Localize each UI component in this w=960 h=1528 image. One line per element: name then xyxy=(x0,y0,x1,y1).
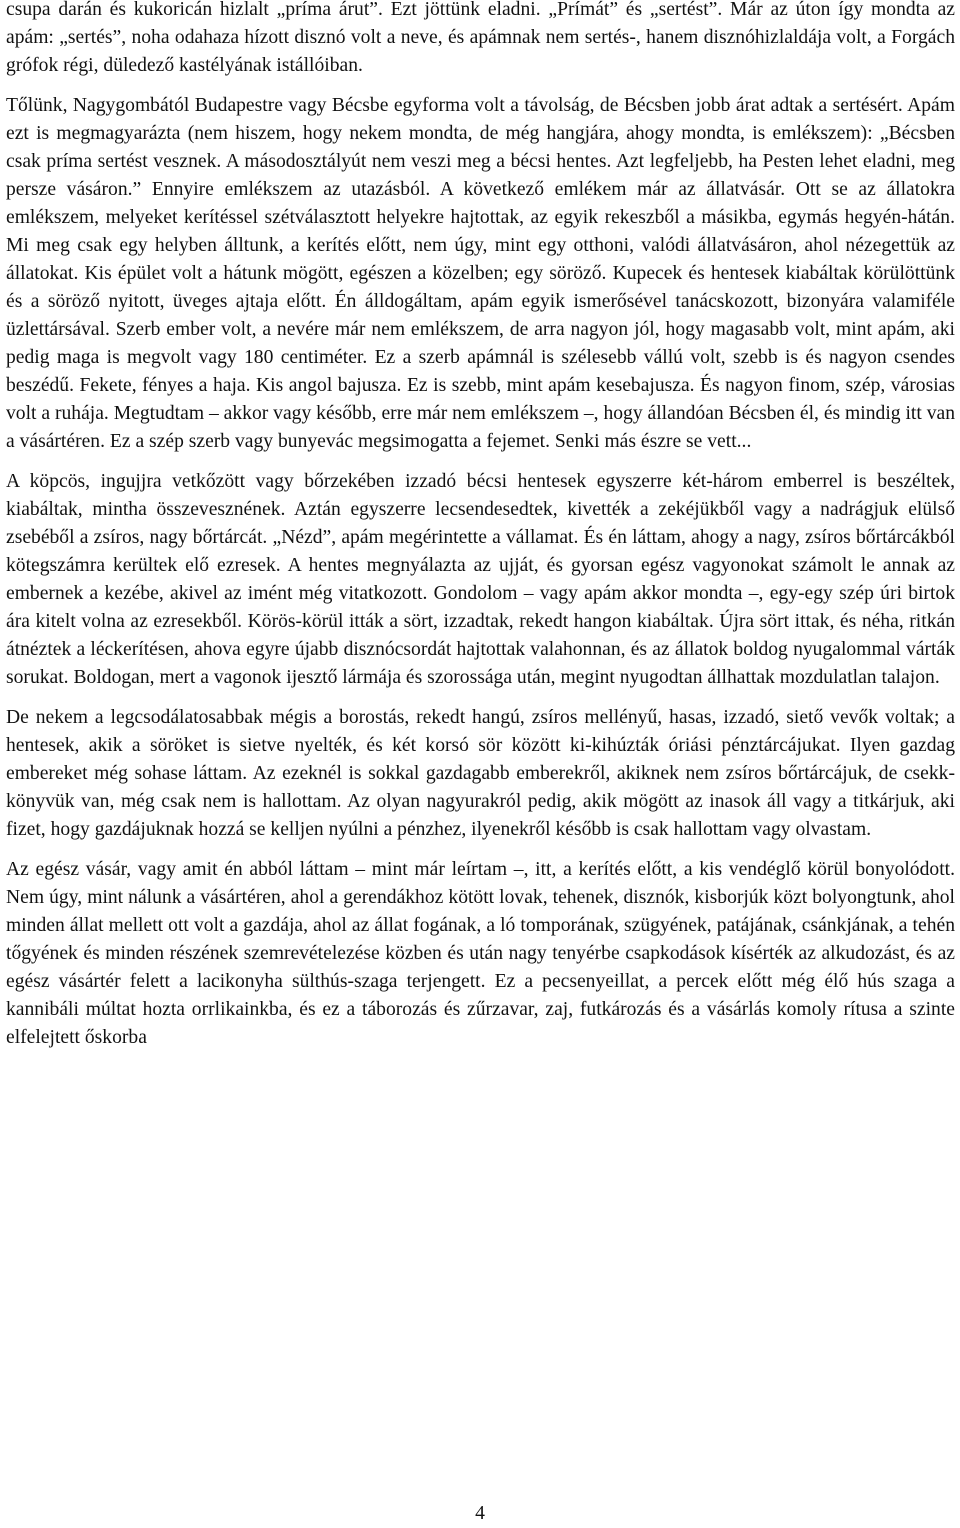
paragraph-5: Az egész vásár, vagy amit én abból láttam – mint már leírtam –, itt, a kerítés előtt, a kis vendéglő körül bonyolódott. Nem úgy, mint nálunk a vásártéren, ahol a gerendákhoz kötött lovak, tehenek, disznók, kisborjúk közt bolyongtunk, ahol minden állat mellett ott volt a gazdája, ahol az állat fogának, a ló tomporának, szügyének, patájának, csánkjának, a tehén tőgyének és minden részének szemrevételezése közben és után nagy tenyérbe csapkodások kísérték az alkudozást, és az egész vásártér felett a lacikonyha sülthús-szaga terjengett. Ez a pecsenyeillat, a percek előtt még élő hús szaga a kannibáli múltat hozta orrlikainkba, és ez a táborozás és zűrzavar, zaj, futkározás és a vásárlás komoly rítusa a szinte elfelejtett őskorba xyxy=(6,859,955,1048)
paragraph-4: De nekem a legcsodálatosabbak mégis a borostás, rekedt hangú, zsíros mellényű, hasas, izzadó, siető vevők voltak; a hentesek, akik a söröket is sietve nyelték, és két korsó sör között ki-kihúzták óriási pénztárcájukat. Ilyen gazdag embereket még sohase láttam. Az ezeknél is sokkal gazdagabb emberekről, akiknek nem zsíros bőrtárcájuk, de csekk-könyvük van, még csak nem is hallottam. Az olyan nagyurakról pedig, akik mögött az inasok áll vagy a titkárjuk, aki fizet, hogy gazdájuknak hozzá se kelljen nyúlni a pénzhez, ilyenekről később is csak hallottam vagy olvastam. xyxy=(6,707,955,840)
page-number: 4 xyxy=(475,1503,485,1524)
paragraph-1: csupa darán és kukoricán hizlalt „príma árut”. Ezt jöttünk eladni. „Prímát” és „sertést”. Már az úton így mondta az apám: „sertés”, noha odahaza hízott disznó volt a neve, és apámnak nem sertés-, hanem disznóhizlaldája volt, a Forgách grófok régi, düledező kastélyának istállóiban. xyxy=(6,0,955,76)
paragraph-3: A köpcös, ingujjra vetkőzött vagy bőrzekében izzadó bécsi hentesek egyszerre két-három emberrel is beszéltek, kiabáltak, mintha összevesznének. Aztán egyszerre lecsendesedtek, kivették a zekéjükből vagy a nadrágjuk elülső zsebéből a zsíros, nagy bőrtárcát. „Nézd”, apám megérintette a vállamat. És én láttam, ahogy a nagy, zsíros bőrtárcákból kötegszámra kerültek elő ezresek. A hentes megnyálazta az ujját, és gyorsan egész vagyonokat számolt le annak az embernek a kezébe, akivel az imént még vitatkozott. Gondolom – vagy apám akkor mondta –, egy-egy szép úri birtok ára kitelt volna az ezresekből. Körös-körül itták a sört, izzadtak, rekedt hangon kiabáltak. Újra sört ittak, és néha, ritkán átnéztek a léckerítésen, ahova egyre újabb disznócsordát hajtottak valahonnan, és az állatok boldog nyugalommal várták sorukat. Boldogan, mert a vagonok ijesztő lármája és szorossága után, megint nyugodtan állhattak mozdulatlan talajon. xyxy=(6,471,955,688)
document-page xyxy=(6,0,955,1052)
paragraph-2: Tőlünk, Nagygombától Budapestre vagy Bécsbe egyforma volt a távolság, de Bécsben jobb árat adtak a sertésért. Apám ezt is megmagyarázta (nem hiszem, hogy nekem mondta, de még hangjára, ahogy mondta, is emlékszem): „Bécsben csak príma sertést vesznek. A másodosztályút nem veszi meg a bécsi hentes. Azt legfeljebb, ha Pesten lehet eladni, meg persze vásáron.” Ennyire emlékszem az utazásból. A következő emlékem már az állatvásár. Ott se az állatokra emlékszem, melyeket kerítéssel szétválasztott helyekre hajtottak, az egyik rekeszből a másikba, egymás hegyén-hátán. Mi meg csak egy helyben álltunk, a kerítés előtt, nem úgy, mint egy otthoni, valódi állatvásáron, ahol nézegettük az állatokat. Kis épület volt a hátunk mögött, egészen a közelben; egy söröző. Kupecek és hentesek kiabáltak körülöttünk és a söröző nyitott, üveges ajtaja előtt. Én álldogáltam, apám egyik ismerősével tanácskozott, bizonyára valamiféle üzlettársával. Szerb ember volt, a nevére már nem emlékszem, de arra nagyon jól, hogy magasabb volt, mint apám, aki pedig maga is megvolt vagy 180 centiméter. Ez a szerb apámnál is szélesebb vállú volt, szebb is és nagyon csendes beszédű. Fekete, fényes a haja. Kis angol bajusza. Ez is szebb, mint apám kesebajusza. És nagyon finom, szép, városias volt a ruhája. Megtudtam – akkor vagy később, erre már nem emlékszem –, hogy állandóan Bécsben él, és mindig itt van a vásártéren. Ez a szép szerb vagy bunyevác megsimogatta a fejemet. Senki más észre se vett... xyxy=(6,95,955,452)
